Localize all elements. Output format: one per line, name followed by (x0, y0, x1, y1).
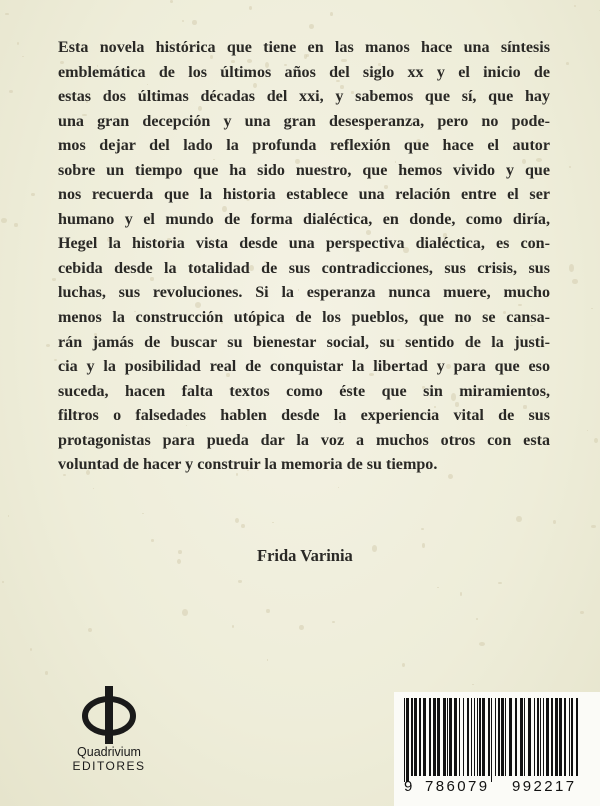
barcode-bar (414, 698, 417, 776)
paper-speckle (566, 62, 570, 65)
barcode-bar (559, 698, 562, 776)
barcode-bar (463, 698, 464, 776)
barcode-bar (498, 698, 500, 776)
paper-speckle (580, 611, 583, 614)
paper-speckle (572, 279, 577, 284)
blurb-line: protagonistas para pueda dar la voz a muchos otros con esta (58, 431, 550, 449)
paper-speckle (422, 543, 425, 548)
blurb-line: cebida desde la totalidad de sus contradicciones, sus crisis, sus (58, 259, 550, 277)
blurb-line: sobre un tiempo que ha sido nuestro, que hemos vivido y que (58, 161, 550, 179)
barcode-bar (501, 698, 504, 776)
paper-speckle (177, 559, 181, 564)
paper-speckle (182, 609, 188, 616)
barcode-bar (471, 698, 472, 776)
paper-speckle (54, 359, 57, 361)
barcode-bar (459, 698, 460, 776)
barcode-bar (543, 698, 544, 776)
barcode-bar (546, 698, 549, 776)
barcode-bar (443, 698, 446, 776)
paper-speckle (472, 684, 473, 685)
paper-speckle (574, 5, 576, 7)
barcode-bar (528, 698, 531, 776)
blurb-line: Hegel la historia vista desde una perspectiva dialéctica, es con- (58, 235, 550, 253)
paper-speckle (479, 642, 485, 646)
barcode-bar (447, 698, 448, 776)
paper-speckle (151, 539, 154, 542)
blurb-line: luchas, sus revoluciones. Si la esperanza nunca muere, mucho (58, 284, 550, 302)
barcode-bar (555, 698, 558, 776)
paper-speckle (299, 625, 303, 630)
blurb-line: menos la construcción utópica de los pueblos, que no se cansa- (58, 309, 550, 327)
paper-speckle (170, 0, 173, 3)
paper-speckle (402, 663, 405, 667)
paper-speckle (238, 580, 242, 582)
blurb-line: cia y la posibilidad real de conquistar la libertad y para que eso (58, 358, 550, 376)
blurb-line: humano y el mundo de forma dialéctica, en donde, como diría, (58, 210, 550, 228)
blurb-line: estas dos últimas décadas del xxi, y sabemos que sí, que hay (58, 88, 550, 106)
paper-speckle (1, 218, 7, 223)
paper-speckle (8, 515, 10, 517)
paper-speckle (421, 528, 424, 530)
paper-speckle (88, 628, 92, 632)
publisher-logo (64, 686, 154, 786)
paper-speckle (267, 659, 269, 660)
paper-speckle (587, 430, 588, 431)
barcode-bar (551, 698, 553, 776)
barcode-bar (534, 698, 535, 776)
blurb-line: Esta novela histórica que tiene en las manos hace una síntesis (58, 39, 550, 56)
paper-speckle (192, 20, 197, 25)
publisher-name: Quadrivium (77, 745, 141, 759)
paper-speckle (591, 525, 596, 529)
barcode-first-digit: 9 (404, 778, 413, 795)
paper-speckle (9, 90, 14, 94)
paper-speckle (46, 344, 50, 347)
paper-speckle (31, 193, 34, 196)
barcode-bar (571, 698, 573, 776)
paper-speckle (476, 618, 478, 619)
paper-speckle (569, 166, 571, 169)
barcode-bar (474, 698, 475, 776)
paper-speckle (249, 6, 252, 10)
barcode-bar (423, 698, 426, 776)
paper-speckle (22, 56, 24, 57)
publisher-subtitle: EDITORES (72, 759, 146, 773)
paper-speckle (5, 13, 9, 16)
paper-speckle (516, 516, 522, 522)
barcode-bar (429, 698, 431, 776)
barcode-bar (495, 698, 496, 776)
paper-speckle (30, 648, 32, 651)
barcode-bar (564, 698, 566, 776)
paper-speckle (235, 518, 239, 523)
blurb-line: voluntad de hacer y construir la memoria de su tiempo. (58, 456, 438, 474)
blurb-line: emblemática de los últimos años del siglo xx y el inicio de (58, 63, 550, 81)
paper-speckle (372, 545, 378, 552)
paper-speckle (591, 308, 593, 309)
barcode-bar (477, 698, 478, 776)
barcode-bar (411, 698, 413, 776)
paper-speckle (52, 278, 56, 281)
paper-speckle (594, 438, 598, 443)
blurb-line: filtros o falsedades hablen desde la experiencia vital de sus (58, 407, 550, 425)
paper-speckle (266, 609, 270, 613)
paper-speckle (309, 24, 315, 29)
blurb-line: una gran decepción y una gran desesperanza, pero no pode- (58, 112, 550, 130)
blurb-line: suceda, hacen falta textos como éste que sin miramientos, (58, 382, 550, 400)
paper-speckle (182, 20, 184, 22)
blurb-line: nos recuerda que la historia establece una relación entre el ser (58, 186, 550, 204)
paper-speckle (498, 582, 502, 584)
blurb-signature: Frida Varinia (257, 546, 353, 565)
barcode-bar (524, 698, 525, 776)
phi-logo-icon (81, 686, 137, 744)
barcode-bar (467, 698, 469, 776)
barcode-bar (540, 698, 541, 776)
paper-speckle (17, 42, 20, 45)
paper-speckle (437, 587, 439, 588)
barcode-bar (433, 698, 436, 776)
blurb-line: rán jamás de buscar su bienestar social, su sentido de la justi- (58, 333, 550, 351)
paper-speckle (14, 223, 18, 226)
barcode-bar (449, 698, 452, 776)
blurb-line: mos dejar del lado la profunda reflexión que hace el autor (58, 137, 550, 155)
paper-speckle (569, 264, 574, 272)
paper-speckle (45, 671, 48, 674)
barcode-bar (537, 698, 539, 776)
barcode-bar (419, 698, 421, 776)
barcode-bar (509, 698, 512, 776)
barcode-bar (404, 698, 405, 782)
barcode-bar (520, 698, 523, 776)
paper-speckle (553, 520, 556, 524)
paper-speckle (460, 592, 462, 595)
barcode-bars (394, 692, 600, 782)
paper-speckle (330, 12, 333, 16)
paper-speckle (338, 487, 339, 488)
paper-speckle (142, 513, 144, 514)
barcode-bar (482, 698, 485, 776)
paper-speckle (93, 488, 94, 489)
barcode-bar (515, 698, 517, 776)
barcode-bar (491, 698, 492, 782)
barcode-bar (437, 698, 440, 776)
barcode-group-2: 992217 (512, 778, 577, 795)
isbn-barcode (394, 692, 600, 806)
paper-speckle (178, 550, 182, 554)
barcode-bar (479, 698, 481, 776)
paper-speckle (241, 524, 245, 529)
paper-speckle (332, 621, 335, 623)
paper-speckle (232, 625, 235, 628)
paper-speckle (2, 581, 4, 584)
barcode-bar (454, 698, 457, 776)
paper-speckle (272, 522, 274, 523)
back-cover-blurb (58, 36, 550, 478)
barcode-bar (505, 698, 506, 776)
barcode-bar (406, 698, 409, 782)
barcode-bar (488, 698, 490, 776)
barcode-bar (569, 698, 570, 776)
barcode-group-1: 786079 (425, 778, 490, 795)
barcode-bar (576, 698, 578, 776)
